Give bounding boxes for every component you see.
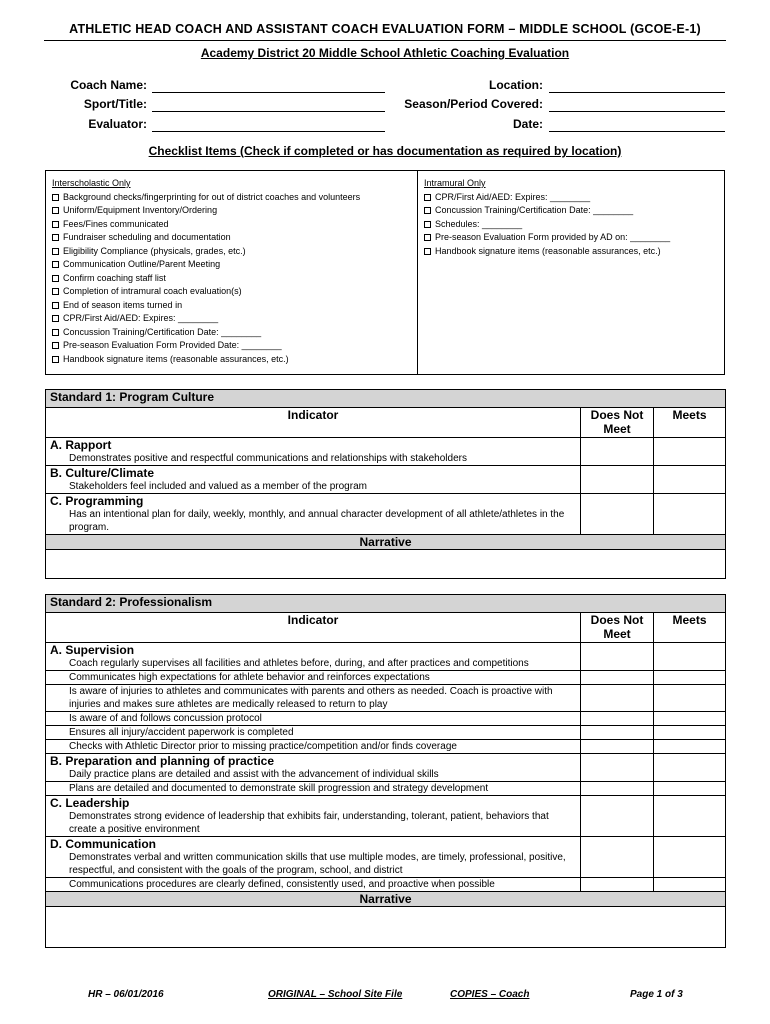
standard1-table [45,389,726,579]
checklist-item-label: Uniform/Equipment Inventory/Ordering [63,205,218,215]
indicator-text: Demonstrates verbal and written communication skills that use multiple modes, are timely, professional, positive, respectful, and consistent with the goals of the program, school, and district [69,852,566,876]
indicator-text: Coach regularly supervises all facilities and athletes before, during, and after practices and competitions [69,658,529,669]
section-title: B. Culture/Climate [50,466,155,480]
checkbox-icon[interactable] [52,261,59,268]
section-title: D. Communication [50,837,157,851]
footer-revision: HR – 06/01/2016 [88,989,164,1000]
meets-cell[interactable] [654,494,726,535]
footer-original: ORIGINAL – School Site File [268,989,403,1000]
footer-page: Page 1 of 3 [630,989,683,1000]
narrative-field[interactable] [46,550,726,579]
sport-title-field[interactable] [152,111,385,112]
checkbox-icon[interactable] [52,194,59,201]
does-not-meet-cell[interactable] [581,685,654,712]
checklist-box [45,170,725,375]
does-not-meet-header: Does Not Meet [581,613,654,643]
indicator-row [46,671,726,685]
indicator-row [46,837,726,878]
does-not-meet-cell[interactable] [581,782,654,796]
checkbox-icon[interactable] [52,329,59,336]
checklist-item [52,339,411,353]
checkbox-icon[interactable] [424,221,431,228]
checklist-item [52,245,411,259]
indicator-row [46,796,726,837]
checklist-item-label: Handbook signature items (reasonable assurances, etc.) [63,353,289,364]
checklist-item-label: Eligibility Compliance (physicals, grades, etc.) [63,245,246,256]
indicator-text: Is aware of injuries to athletes and communicates with parents and others as needed. Coach is proactive with injuries and makes sure athletes are medically released to return to play [69,686,553,710]
indicator-row [46,754,726,782]
indicator-text: Demonstrates strong evidence of leadership that exhibits fair, understanding, tolerant, patient, behaviors that create a positive environment [69,811,549,835]
indicator-cell [46,494,581,535]
section-title: B. Preparation and planning of practice [50,754,275,768]
section-title: A. Supervision [50,643,135,657]
indicator-text: Demonstrates positive and respectful communications and relationships with stakeholders [69,453,467,464]
indicator-text: Communicates high expectations for athlete behavior and reinforces expectations [69,672,430,683]
indicator-text: Daily practice plans are detailed and assist with the advancement of individual skills [69,769,439,780]
checklist-item-label: CPR/First Aid/AED: Expires: ________ [63,313,219,323]
interscholastic-column [46,171,418,374]
indicator-cell [46,712,581,726]
indicator-text: Has an intentional plan for daily, weekly, monthly, and annual character development of all athlete/athletes in the program. [69,509,565,533]
indicator-cell [46,878,581,892]
does-not-meet-cell[interactable] [581,726,654,740]
indicator-cell [46,466,581,494]
does-not-meet-cell[interactable] [581,837,654,878]
checklist-item [424,231,718,245]
checkbox-icon[interactable] [52,342,59,349]
checkbox-icon[interactable] [52,288,59,295]
indicator-text: Stakeholders feel included and valued as a member of the program [69,481,367,492]
indicator-row [46,466,726,494]
checkbox-icon[interactable] [424,194,431,201]
meets-cell[interactable] [654,740,726,754]
indicator-row [46,726,726,740]
checklist-item [52,353,411,367]
meets-header: Meets [654,613,726,643]
section-title: C. Programming [50,494,144,508]
meets-cell[interactable] [654,671,726,685]
indicator-cell [46,837,581,878]
does-not-meet-cell[interactable] [581,796,654,837]
standard1-title: Standard 1: Program Culture [46,390,726,408]
meets-cell[interactable] [654,796,726,837]
interscholastic-title: Interscholastic Only [52,178,131,188]
checkbox-icon[interactable] [52,275,59,282]
indicator-header: Indicator [46,613,581,643]
meets-cell[interactable] [654,685,726,712]
checklist-item-label: Communication Outline/Parent Meeting [63,259,221,269]
does-not-meet-cell[interactable] [581,740,654,754]
checkbox-icon[interactable] [52,302,59,309]
checklist-item-label: Schedules: ________ [435,218,523,229]
checklist-item-label: Background checks/fingerprinting for out of district coaches and volunteers [63,191,361,202]
footer-copies: COPIES – Coach [450,989,530,1000]
indicator-cell [46,643,581,671]
checklist-item-label: CPR/First Aid/AED: Expires: ________ [435,191,591,202]
indicator-cell [46,685,581,712]
indicator-cell [46,438,581,466]
title-divider [44,40,726,41]
checklist-item [424,245,718,259]
section-title: A. Rapport [50,438,112,452]
season-field[interactable] [549,111,725,112]
does-not-meet-cell[interactable] [581,643,654,671]
checklist-item-label: Fundraiser scheduling and documentation [63,232,231,242]
checklist-item [52,312,411,326]
indicator-row [46,740,726,754]
checkbox-icon[interactable] [52,315,59,322]
form-subtitle: Academy District 20 Middle School Athletic Coaching Evaluation [200,46,570,60]
does-not-meet-cell[interactable] [581,754,654,782]
indicator-cell [46,782,581,796]
checkbox-icon[interactable] [424,207,431,214]
checklist-item [52,326,411,340]
checklist-item [52,231,411,245]
checklist-item-label: Concussion Training/Certification Date: ________ [63,326,262,337]
meets-cell[interactable] [654,712,726,726]
narrative-header: Narrative [46,535,726,550]
evaluator-label: Evaluator: [88,117,147,131]
indicator-cell [46,754,581,782]
checkbox-icon[interactable] [52,234,59,241]
meets-cell[interactable] [654,782,726,796]
checklist-item [52,191,411,205]
coach-name-label: Coach Name: [70,78,147,92]
checkbox-icon[interactable] [424,234,431,241]
checklist-item [52,218,411,232]
indicator-row [46,685,726,712]
location-label: Location: [489,78,543,92]
checklist-item [424,191,718,205]
indicator-cell [46,726,581,740]
date-field[interactable] [549,131,725,132]
checklist-item [52,272,411,286]
indicator-cell [46,796,581,837]
checklist-item-label: Completion of intramural coach evaluation(s) [63,286,242,296]
sport-title-label: Sport/Title: [83,97,147,111]
meets-cell[interactable] [654,878,726,892]
checkbox-icon[interactable] [52,221,59,228]
indicator-text: Plans are detailed and documented to demonstrate skill progression and strategy development [69,783,489,794]
checklist-item-label: End of season items turned in [63,299,183,310]
date-label: Date: [512,117,543,131]
indicator-cell [46,740,581,754]
form-title: ATHLETIC HEAD COACH AND ASSISTANT COACH EVALUATION FORM – MIDDLE SCHOOL (GCOE-E-1) [69,22,701,36]
evaluator-field[interactable] [152,131,385,132]
meets-cell[interactable] [654,643,726,671]
does-not-meet-header: Does Not Meet [581,408,654,438]
checkbox-icon[interactable] [52,207,59,214]
indicator-cell [46,671,581,685]
section-title: C. Leadership [50,796,130,810]
meets-cell[interactable] [654,837,726,878]
checklist-item-label: Handbook signature items (reasonable assurances, etc.) [435,245,661,256]
checklist-item [424,218,718,232]
checklist-item-label: Pre-season Evaluation Form provided by AD on: ________ [435,232,671,242]
checklist-item-label: Pre-season Evaluation Form Provided Date: ________ [63,340,282,350]
meets-cell[interactable] [654,754,726,782]
meets-cell[interactable] [654,438,726,466]
checklist-item [52,258,411,272]
checklist-item [424,204,718,218]
meets-header: Meets [654,408,726,438]
does-not-meet-cell[interactable] [581,878,654,892]
meets-cell[interactable] [654,726,726,740]
does-not-meet-cell[interactable] [581,466,654,494]
standard2-title: Standard 2: Professionalism [46,595,726,613]
does-not-meet-cell[interactable] [581,438,654,466]
checkbox-icon[interactable] [424,248,431,255]
does-not-meet-cell[interactable] [581,494,654,535]
checklist-item [52,204,411,218]
coach-name-field[interactable] [152,92,385,93]
indicator-row [46,438,726,466]
season-label: Season/Period Covered: [404,97,543,111]
standard2-table [45,594,726,948]
checklist-heading: Checklist Items (Check if completed or has documentation as required by location) [148,144,622,158]
indicator-row [46,782,726,796]
indicator-text: Ensures all injury/accident paperwork is completed [69,727,294,738]
checklist-item [52,299,411,313]
checklist-item-label: Concussion Training/Certification Date: ________ [435,205,634,215]
checklist-item-label: Confirm coaching staff list [63,272,166,283]
checklist-item [52,285,411,299]
indicator-row [46,712,726,726]
does-not-meet-cell[interactable] [581,671,654,685]
does-not-meet-cell[interactable] [581,712,654,726]
checkbox-icon[interactable] [52,356,59,363]
indicator-row [46,878,726,892]
indicator-text: Communications procedures are clearly defined, consistently used, and proactive when possible [69,879,495,890]
indicator-text: Is aware of and follows concussion protocol [69,713,262,724]
indicator-row [46,494,726,535]
intramural-title: Intramural Only [424,178,486,188]
checkbox-icon[interactable] [52,248,59,255]
location-field[interactable] [549,92,725,93]
meets-cell[interactable] [654,466,726,494]
narrative-field[interactable] [46,907,726,948]
narrative-header: Narrative [46,892,726,907]
checklist-item-label: Fees/Fines communicated [63,218,169,229]
indicator-text: Checks with Athletic Director prior to missing practice/competition and/or finds coverage [69,741,457,752]
indicator-row [46,643,726,671]
indicator-header: Indicator [46,408,581,438]
intramural-column [418,171,724,374]
